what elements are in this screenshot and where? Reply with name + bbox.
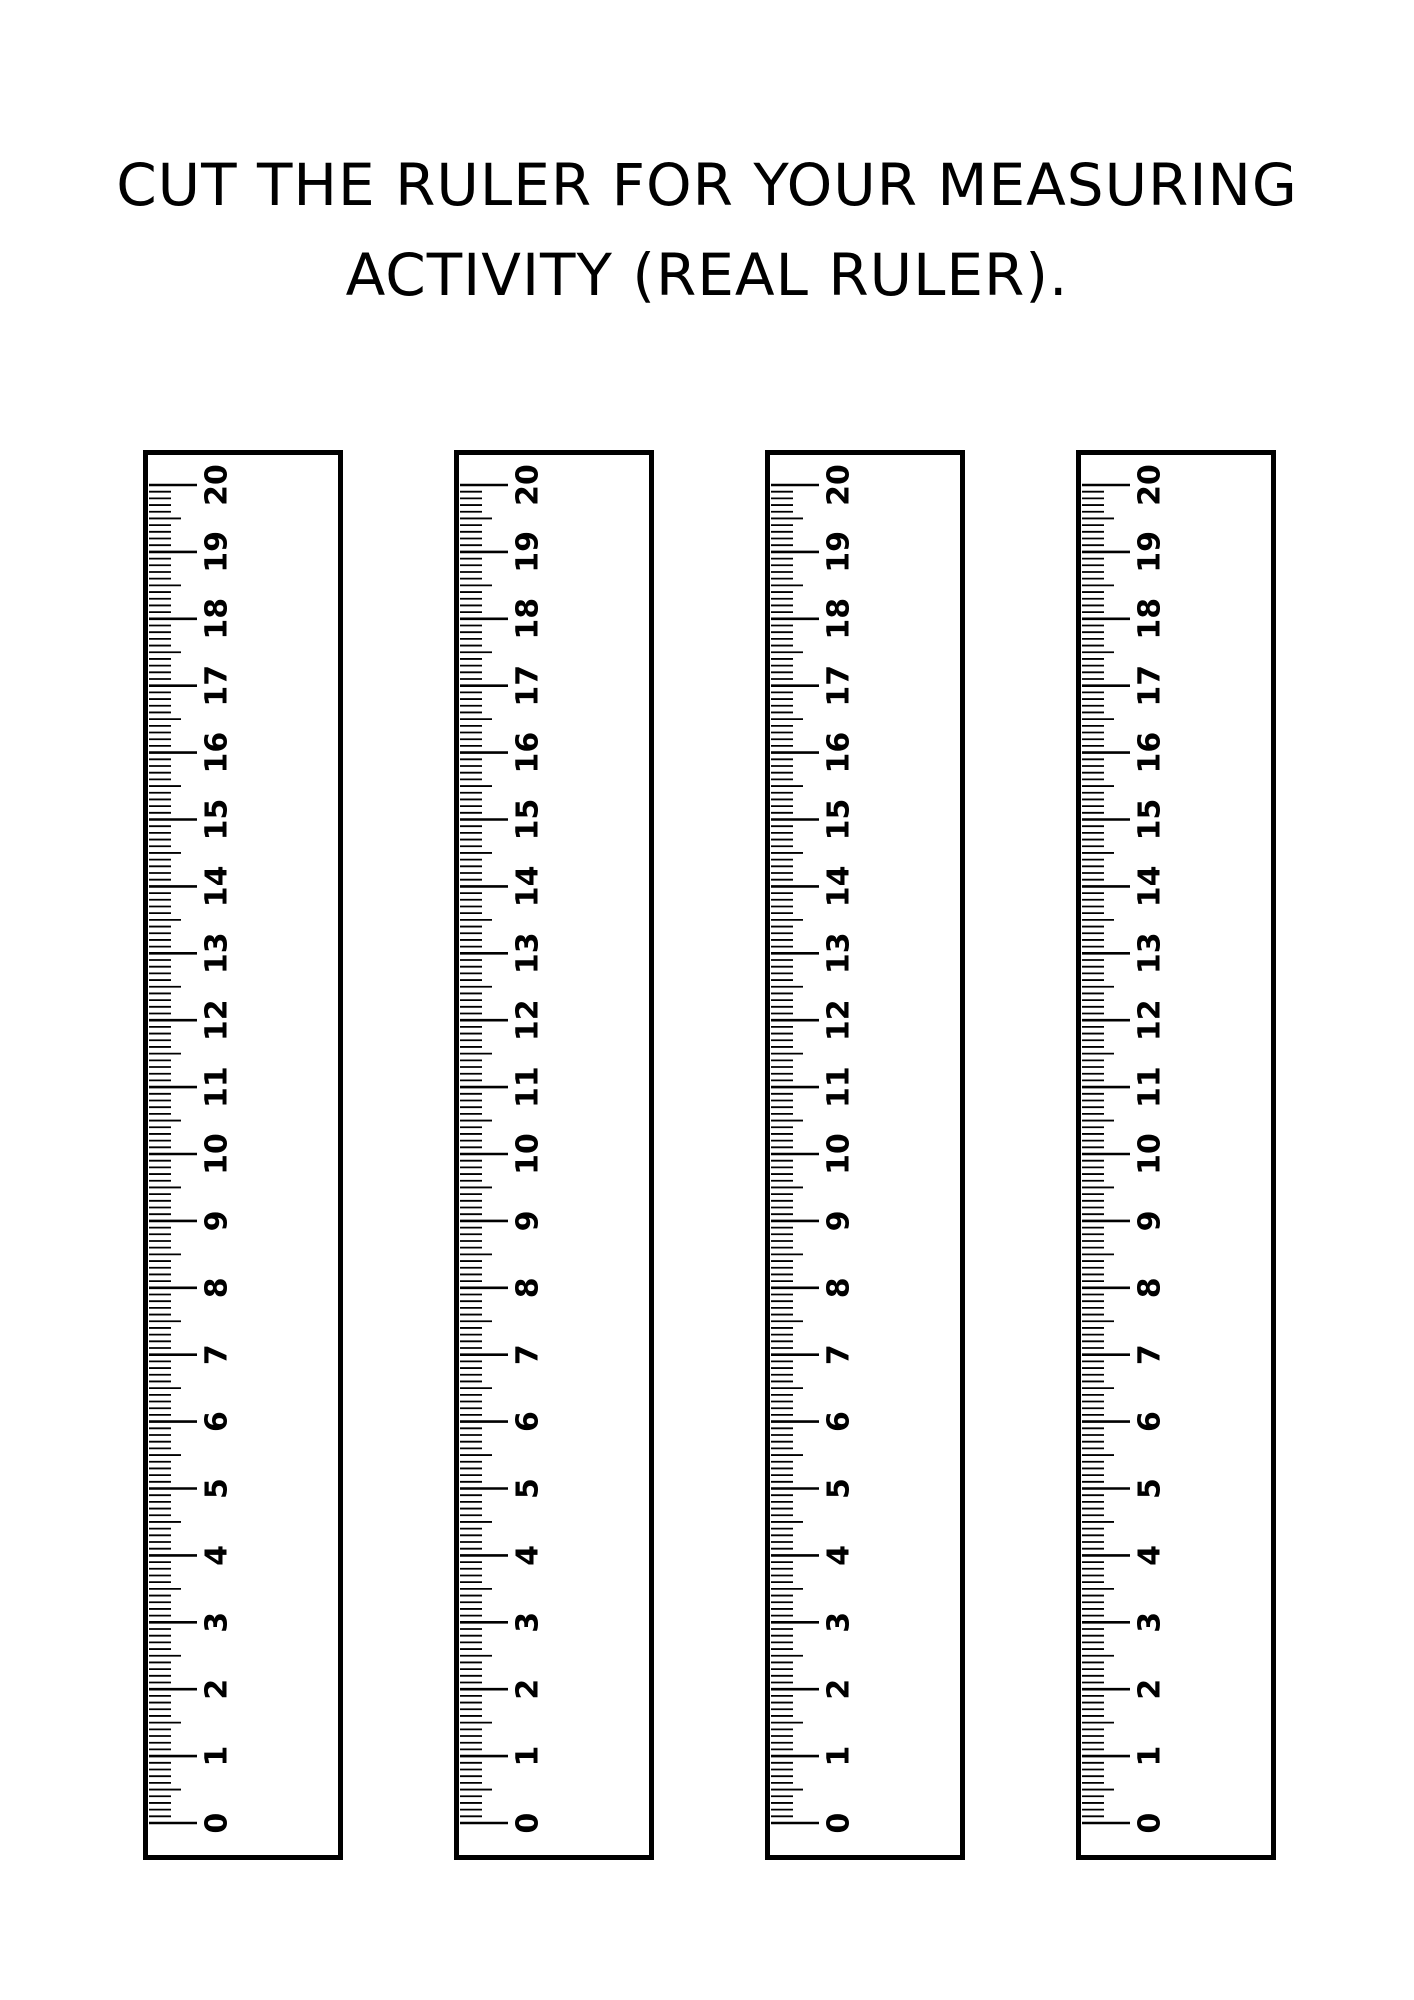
title-line-2: ACTIVITY (REAL RULER).: [345, 241, 1069, 309]
ruler-number: 8: [199, 1277, 235, 1299]
ruler-number: 10: [510, 1133, 546, 1175]
ruler-number: 11: [821, 1066, 857, 1108]
ruler-number: 20: [821, 464, 857, 506]
ruler-number: 2: [1132, 1678, 1168, 1700]
ruler-number: 13: [199, 932, 235, 975]
ruler-number: 17: [1132, 664, 1168, 707]
ruler-number: 8: [510, 1277, 546, 1299]
ruler-number: 19: [510, 531, 546, 573]
ruler-number: 0: [1132, 1812, 1168, 1834]
ruler-number: 1: [1132, 1745, 1168, 1767]
ruler-number: 11: [1132, 1066, 1168, 1108]
ruler-number: 6: [199, 1411, 235, 1433]
ruler-number: 10: [199, 1133, 235, 1175]
ruler-number: 17: [199, 664, 235, 707]
title-line-1: CUT THE RULER FOR YOUR MEASURING: [116, 151, 1298, 219]
ruler-number: 4: [1132, 1544, 1168, 1566]
ruler-1-svg: [143, 450, 343, 1860]
ruler-number: 4: [510, 1544, 546, 1566]
ruler-number: 8: [1132, 1277, 1168, 1299]
ruler-number: 7: [199, 1344, 235, 1366]
ruler-number: 15: [1132, 798, 1168, 841]
ruler-number: 5: [510, 1478, 546, 1499]
ruler-number: 12: [1132, 999, 1168, 1042]
ruler-number: 16: [199, 731, 235, 774]
ruler-number: 8: [821, 1277, 857, 1299]
ruler-number: 14: [510, 865, 546, 908]
ruler-number: 3: [510, 1611, 546, 1633]
ruler-number: 4: [821, 1544, 857, 1566]
ruler-number: 20: [510, 464, 546, 506]
ruler-number: 5: [1132, 1478, 1168, 1499]
ruler-number: 0: [510, 1812, 546, 1834]
ruler-number: 7: [510, 1344, 546, 1366]
ruler-number: 18: [821, 597, 857, 640]
ruler-number: 17: [510, 664, 546, 707]
ruler-number: 10: [821, 1133, 857, 1175]
ruler-4-svg: [1076, 450, 1276, 1860]
ruler-number: 4: [199, 1544, 235, 1566]
ruler-number: 5: [821, 1478, 857, 1499]
ruler-number: 5: [199, 1478, 235, 1499]
ruler-number: 1: [821, 1745, 857, 1767]
page-title: [0, 140, 1414, 320]
ruler-number: 16: [821, 731, 857, 774]
ruler-number: 7: [1132, 1344, 1168, 1366]
ruler-number: 2: [510, 1678, 546, 1700]
ruler-3-svg: [765, 450, 965, 1860]
ruler-number: 14: [821, 865, 857, 908]
ruler-number: 11: [199, 1066, 235, 1108]
ruler-number: 16: [1132, 731, 1168, 774]
ruler-number: 13: [510, 932, 546, 975]
ruler-number: 12: [510, 999, 546, 1042]
ruler-number: 13: [1132, 932, 1168, 975]
ruler-number: 15: [510, 798, 546, 841]
ruler-2-svg: [454, 450, 654, 1860]
ruler-number: 3: [199, 1611, 235, 1633]
ruler-number: 2: [821, 1678, 857, 1700]
ruler-number: 1: [510, 1745, 546, 1767]
ruler-number: 1: [199, 1745, 235, 1767]
ruler-number: 10: [1132, 1133, 1168, 1175]
ruler-number: 0: [199, 1812, 235, 1834]
ruler-number: 12: [821, 999, 857, 1042]
ruler-number: 11: [510, 1066, 546, 1108]
ruler-number: 14: [199, 865, 235, 908]
ruler-number: 18: [510, 597, 546, 640]
ruler-number: 16: [510, 731, 546, 774]
ruler-number: 3: [1132, 1611, 1168, 1633]
ruler-number: 2: [199, 1678, 235, 1700]
ruler-number: 17: [821, 664, 857, 707]
ruler-number: 14: [1132, 865, 1168, 908]
ruler-number: 15: [821, 798, 857, 841]
ruler-number: 18: [1132, 597, 1168, 640]
ruler-number: 19: [199, 531, 235, 573]
ruler-number: 18: [199, 597, 235, 640]
ruler-number: 12: [199, 999, 235, 1042]
ruler-number: 9: [510, 1210, 546, 1232]
ruler-number: 13: [821, 932, 857, 975]
ruler-number: 0: [821, 1812, 857, 1834]
ruler-number: 6: [510, 1411, 546, 1433]
ruler-number: 3: [821, 1611, 857, 1633]
ruler-number: 6: [1132, 1411, 1168, 1433]
ruler-2: [454, 450, 654, 1860]
ruler-number: 7: [821, 1344, 857, 1366]
ruler-number: 6: [821, 1411, 857, 1433]
ruler-4: [1076, 450, 1276, 1860]
ruler-number: 9: [199, 1210, 235, 1232]
ruler-number: 20: [1132, 464, 1168, 506]
ruler-number: 15: [199, 798, 235, 841]
ruler-number: 19: [1132, 531, 1168, 573]
ruler-1: [143, 450, 343, 1860]
ruler-number: 9: [1132, 1210, 1168, 1232]
ruler-number: 20: [199, 464, 235, 506]
ruler-number: 19: [821, 531, 857, 573]
ruler-number: 9: [821, 1210, 857, 1232]
ruler-3: [765, 450, 965, 1860]
